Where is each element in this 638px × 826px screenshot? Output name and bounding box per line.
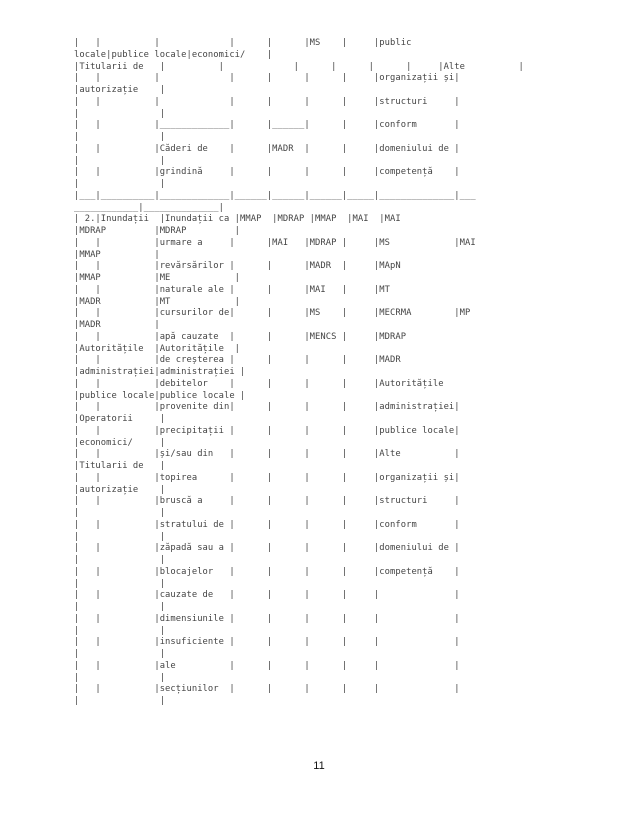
table-text-line: | | |provenite din| | | | |administrației| bbox=[74, 402, 460, 413]
table-text-line: | | bbox=[74, 155, 166, 166]
table-text-line: | | bbox=[74, 132, 166, 142]
table-text-line: |MADR |MT | bbox=[74, 296, 241, 307]
page-number: 11 bbox=[313, 760, 325, 772]
table-text-line: | | | | | | | |structuri | bbox=[74, 96, 460, 107]
table-text-line: | | |revărsărilor | | |MADR | |MApN bbox=[74, 261, 401, 272]
table-text-line: | | |cursurilor de| | |MS | |MECRMA |MP bbox=[74, 308, 471, 319]
table-text-line: | | bbox=[74, 531, 166, 542]
table-text-line: |economici/ | bbox=[74, 437, 166, 448]
table-text-line: | | |ale | | | | | | bbox=[74, 660, 460, 671]
table-text-line: | | bbox=[74, 179, 166, 189]
table-text-line: | | |precipitații | | | | |publice locale| bbox=[74, 425, 460, 436]
table-text-line: |MMAP |ME | bbox=[74, 273, 241, 283]
table-text-line: | | | | | | | |organizații și| bbox=[74, 73, 460, 84]
table-text-line: | | |de creșterea | | | | |MADR bbox=[74, 355, 401, 366]
table-text-line: | | |bruscă a | | | | |structuri | bbox=[74, 496, 460, 507]
table-text-line: | | |zăpadă sau a | | | | |domeniului de | bbox=[74, 543, 460, 554]
table-text-line: |publice locale|publice locale | bbox=[74, 390, 246, 401]
table-text-line: | | bbox=[74, 696, 166, 706]
table-text-line: | | |și/sau din | | | | |Alte | bbox=[74, 449, 460, 460]
table-text-line: | | |naturale ale | | |MAI | |MT bbox=[74, 284, 391, 295]
table-text-line: | | |Căderi de | |MADR | | |domeniului de | bbox=[74, 143, 460, 154]
table-text-line: | | bbox=[74, 578, 166, 589]
table-text-line: | | |dimensiunile | | | | | | bbox=[74, 613, 460, 624]
table-text-line: locale|publice locale|economici/ | bbox=[74, 49, 273, 60]
table-text-line: | | bbox=[74, 555, 166, 565]
table-text-line: ____________|______________| bbox=[74, 202, 224, 213]
table-text-line: |autorizație | bbox=[74, 85, 166, 95]
table-text-line: |MMAP | bbox=[74, 249, 160, 260]
table-text-line: |administrației|administrației | bbox=[74, 367, 246, 377]
table-text-line: | | |apă cauzate | | |MENCS | |MDRAP bbox=[74, 331, 407, 342]
table-text-line: | | |urmare a | |MAI |MDRAP | |MS |MAI bbox=[74, 237, 476, 248]
table-text-line: | | bbox=[74, 508, 166, 518]
table-text-line: | | |stratului de | | | | |conform | bbox=[74, 519, 460, 530]
table-text-line: | 2.|Inundații |Inundații ca |MMAP |MDRAP |MMAP |MAI |MAI bbox=[74, 214, 401, 225]
table-text-line: | | bbox=[74, 672, 166, 683]
table-text-line: |Operatorii | bbox=[74, 414, 166, 424]
table-text-line: | | |topirea | | | | |organizații și| bbox=[74, 472, 460, 483]
table-text-line: | | |secțiunilor | | | | | | bbox=[74, 684, 460, 695]
table-text-line: | | bbox=[74, 602, 166, 612]
table-text-line: | | |grindină | | | | |competență | bbox=[74, 167, 460, 178]
table-text-line: | | |blocajelor | | | | |competență | bbox=[74, 566, 460, 577]
table-text-line: |MDRAP |MDRAP | bbox=[74, 226, 241, 236]
table-text-line: | | |insuficiente | | | | | | bbox=[74, 637, 460, 648]
table-text-line: |MADR | bbox=[74, 320, 160, 330]
table-text-line: |Titularii de | | | | | | |Alte | bbox=[74, 61, 524, 72]
table-text-line: | | |debitelor | | | | |Autoritățile bbox=[74, 378, 444, 389]
table-text-line: |___|__________|_____________|______|______|______|_____|______________|___ bbox=[74, 190, 476, 201]
table-text-line: | | |cauzate de | | | | | | bbox=[74, 590, 460, 601]
table-text-line: | | bbox=[74, 108, 166, 119]
table-text-line: | | |_____________| |______| | |conform | bbox=[74, 120, 460, 131]
table-text-line: | | bbox=[74, 625, 166, 636]
table-text-line: |Titularii de | bbox=[74, 461, 166, 471]
table-text-line: |autorizație | bbox=[74, 484, 166, 495]
table-text-line: |Autoritățile |Autoritățile | bbox=[74, 343, 241, 354]
table-text-line: | | | | | |MS | |public bbox=[74, 38, 412, 48]
table-text-line: | | bbox=[74, 649, 166, 659]
ascii-table-text bbox=[74, 38, 634, 758]
